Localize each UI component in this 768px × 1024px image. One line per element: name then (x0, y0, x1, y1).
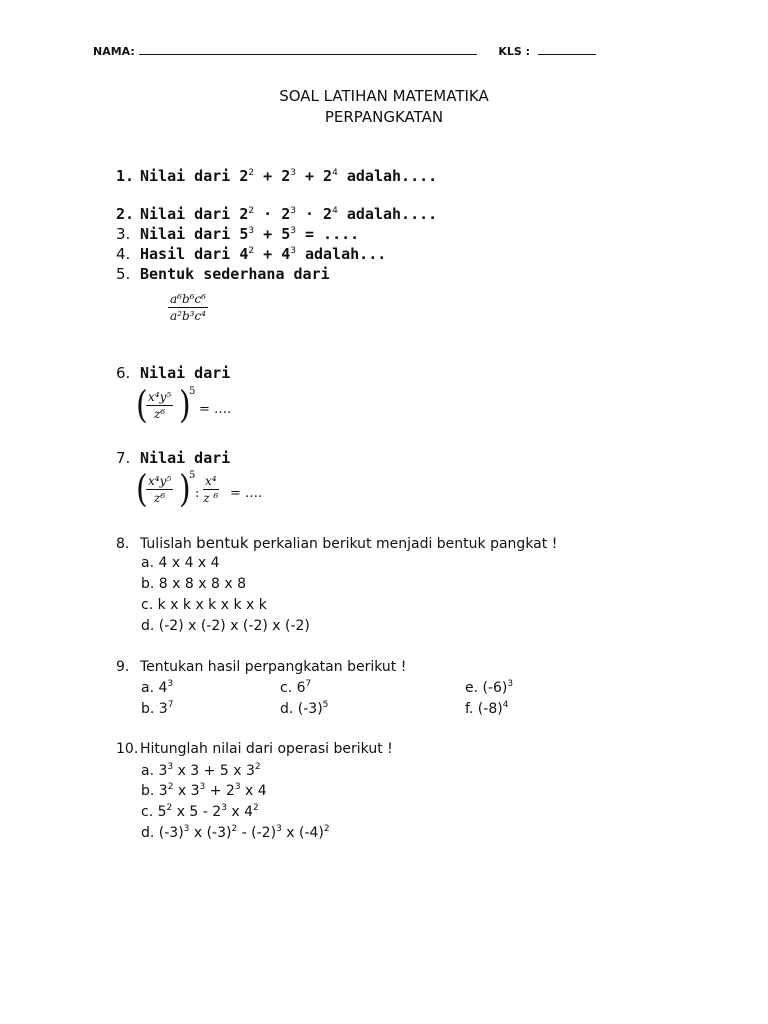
class-field[interactable] (538, 44, 596, 55)
name-label: NAMA: (93, 45, 135, 58)
question-8-item-d: d. (-2) x (-2) x (-2) x (-2) (141, 618, 310, 634)
question-8-item-b: b. 8 x 8 x 8 x 8 (141, 576, 246, 592)
question-6-fraction (146, 390, 173, 421)
question-10-item-d: d. $(-3)^3$ x $(-3)^2 - (-2)^3$ x $(-4)^2$ (141, 824, 330, 841)
question-8-item-c: c. k x k x k x k x k (141, 597, 267, 613)
question-10: 10. Hitunglah nilai dari operasi berikut ! (116, 741, 393, 757)
question-number: 4. (116, 245, 131, 263)
question-10-item-a: a. $3^3$ x 3 + 5 x $3^2$ (141, 762, 261, 779)
denominator: a²b³c⁴ (170, 309, 206, 323)
question-8: 8. Tulislah bentuk perkalian berikut menjadi bentuk pangkat ! (116, 534, 558, 552)
question-10-item-b: b. $3^2$ x $3^3 + 2^3$ x 4 (141, 782, 267, 799)
question-6-exponent: 5 (189, 386, 196, 397)
question-number: 1. (116, 167, 135, 185)
question-6-tail: = …. (199, 402, 232, 417)
numerator: x⁴ (205, 474, 217, 488)
question-number: 5. (116, 265, 131, 283)
question-5: 5. Bentuk sederhana dari (116, 265, 330, 283)
denominator: z⁶ (154, 407, 166, 421)
class-label: KLS : (498, 45, 531, 58)
question-number: 7. (116, 449, 131, 467)
question-7-fraction (146, 474, 173, 505)
question-7: 7. Nilai dari (116, 449, 231, 467)
question-8-item-a: a. 4 x 4 x 4 (141, 555, 220, 571)
question-number: 3. (116, 225, 131, 243)
numerator: x⁴y⁵ (148, 474, 172, 488)
question-number: 10. (116, 741, 139, 757)
question-7-exponent: 5 (189, 470, 196, 481)
numerator: a⁶b⁶c⁶ (170, 292, 206, 306)
student-header (93, 44, 596, 58)
page-title: SOAL LATIHAN MATEMATIKA (279, 87, 489, 105)
question-9-item-c: c. $6^7$ (280, 679, 312, 696)
numerator: x⁴y⁵ (148, 390, 172, 404)
denominator: z ⁶ (203, 491, 219, 505)
question-2: 2. Nilai dari $2^2 \cdot 2^3 \cdot 2^4$ adalah.... (116, 205, 438, 223)
question-9-item-f: f. $(-8)^4$ (465, 700, 509, 717)
question-9-item-e: e. $(-6)^3$ (465, 679, 514, 696)
division-colon: : (195, 486, 200, 501)
question-number: 9. (116, 659, 130, 675)
question-number: 2. (116, 205, 135, 223)
page-subtitle: PERPANGKATAN (324, 108, 444, 126)
question-9: 9. Tentukan hasil perpangkatan berikut ! (116, 659, 407, 675)
question-10-item-c: c. $5^2$ x $5 - 2^3$ x $4^2$ (141, 803, 259, 820)
left-parenthesis: ( (136, 383, 148, 428)
denominator: z⁶ (154, 491, 166, 505)
question-9-item-a: a. $4^3$ (141, 679, 174, 696)
question-7-divisor-fraction (203, 474, 219, 505)
question-4: 4. Hasil dari $4^2 + 4^3$ adalah... (116, 245, 387, 263)
question-9-item-d: d. $(-3)^5$ (280, 700, 329, 717)
question-9-item-b: b. $3^7$ (141, 700, 174, 717)
question-number: 6. (116, 364, 131, 382)
question-number: 8. (116, 536, 130, 552)
right-parenthesis: ) (179, 383, 191, 428)
question-6: 6. Nilai dari (116, 364, 231, 382)
question-1: 1. Nilai dari $2^2 + 2^3 + 2^4$ adalah.... (116, 167, 438, 185)
question-5-fraction (168, 292, 208, 323)
question-7-tail: = …. (230, 486, 263, 501)
left-parenthesis: ( (136, 467, 148, 512)
name-field[interactable] (139, 44, 477, 55)
question-3: 3. Nilai dari $5^3 + 5^3$ = .... (116, 225, 360, 243)
right-parenthesis: ) (179, 467, 191, 512)
